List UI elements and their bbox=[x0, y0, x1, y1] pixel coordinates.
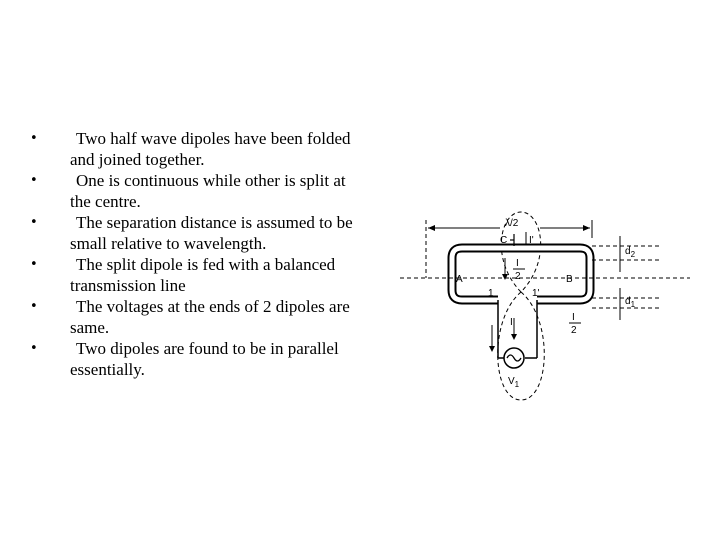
bullet-text: The separation distance is assumed to be small relative to wavelength. bbox=[70, 213, 353, 253]
bullet-text: Two half wave dipoles have been folded and joined together. bbox=[70, 129, 351, 169]
label-d2: $d_2$ bbox=[625, 246, 636, 259]
label-b: B bbox=[566, 274, 573, 285]
bullet-dot: • bbox=[30, 257, 38, 272]
arrow-head-icon bbox=[502, 274, 508, 280]
label-2-right: 2 bbox=[571, 325, 577, 336]
arrow-head-icon bbox=[583, 225, 590, 231]
arrow-head-icon bbox=[489, 346, 495, 352]
bullet-item bbox=[28, 170, 358, 212]
bullet-text: The split dipole is fed with a balanced transmission line bbox=[70, 255, 336, 295]
label-i-mid: I bbox=[510, 317, 513, 328]
folded-dipole-diagram bbox=[400, 200, 690, 410]
bullet-item bbox=[28, 338, 358, 380]
label-i-top: I bbox=[516, 258, 519, 269]
bullet-item bbox=[28, 254, 358, 296]
label-v1: $V_1$ bbox=[508, 376, 520, 389]
label-terminal-1-prime: 1' bbox=[532, 288, 540, 299]
bullet-text: One is continuous while other is split at the centre. bbox=[70, 171, 346, 211]
bullet-dot: • bbox=[30, 341, 38, 356]
label-2-top: 2 bbox=[515, 271, 521, 282]
bullet-item bbox=[28, 296, 358, 338]
label-terminal-1: 1 bbox=[488, 288, 494, 299]
bullet-dot: • bbox=[30, 299, 38, 314]
label-d1: $d_1$ bbox=[625, 296, 636, 309]
arrow-head-icon bbox=[428, 225, 435, 231]
label-lambda-half: λ/2 bbox=[505, 218, 519, 229]
label-i-prime: I' bbox=[529, 235, 534, 246]
label-a: A bbox=[456, 274, 463, 285]
bullet-dot: • bbox=[30, 173, 38, 188]
bullet-list bbox=[28, 128, 358, 380]
bullet-dot: • bbox=[30, 215, 38, 230]
label-capacitor: C bbox=[500, 235, 508, 246]
bullet-text: The voltages at the ends of 2 dipoles are same. bbox=[70, 297, 350, 337]
bullet-item bbox=[28, 128, 358, 170]
bullet-text: Two dipoles are found to be in parallel essentially. bbox=[70, 339, 339, 379]
bullet-dot: • bbox=[30, 131, 38, 146]
arrow-head-icon bbox=[511, 334, 517, 340]
bullet-item bbox=[28, 212, 358, 254]
label-i-right: I bbox=[572, 312, 575, 323]
